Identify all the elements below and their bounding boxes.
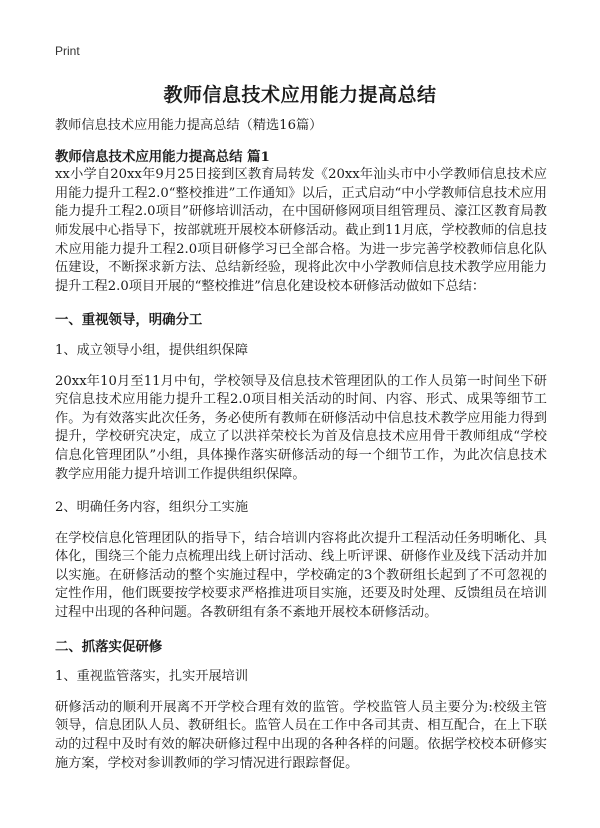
subsection-heading-2-1: 1、重视监管落实，扎实开展培训: [55, 669, 249, 685]
paragraph-1-1: 20xx年10月至11月中旬，学校领导及信息技术管理团队的工作人员第一时间坐下研究信息技术应用能力提升工程2.0项目相关活动的时间、内容、形式、成果等细节工作。为有效落实此次任务，务必使所有教师在研修活动中信息技术教学应用能力得到提升，学校研究决定，成立了以洪祥荣校长为首及信息技术应用骨干教师组成“学校信息化管理团队”小组，具体操作落实研修活动的每一个细节工作，为此次信息技术教学应用能力提升培训工作提供组织保障。: [55, 373, 547, 482]
document-title: 教师信息技术应用能力提高总结: [163, 84, 437, 106]
section-heading-1: 一、重视领导，明确分工: [55, 312, 203, 329]
document-subtitle: 教师信息技术应用能力提高总结（精选16篇）: [55, 118, 323, 133]
paragraph-1-2: 在学校信息化管理团队的指导下，结合培训内容将此次提升工程活动任务明晰化、具体化，围绕三个能力点梳理出线上研讨活动、线上听评课、研修作业及线下活动并加以实施。在研修活动的整个实施过程中，学校确定的3个教研组长起到了不可忽视的定性作用，他们既要按学校要求严格推进项目实施，还要及时处理、反馈组员在培训过程中出现的各种问题。各教研组有条不紊地开展校本研修活动。: [55, 530, 547, 621]
paragraph-2-1: 研修活动的顺利开展离不开学校合理有效的监管。学校监管人员主要分为:校级主管领导，信息团队人员、教研组长。监管人员在工作中各司其责、相互配合，在上下联动的过程中及时有效的解决研修过程中出现的各种各样的问题。依据学校校本研修实施方案，学校对参训教师的学习情况进行跟踪督促。: [55, 699, 547, 771]
intro-paragraph: xx小学自20xx年9月25日接到区教育局转发《20xx年汕头市中小学教师信息技术应用能力提升工程2.0“整校推进”工作通知》以后，正式启动“中小学教师信息技术应用能力提升工程2.0项目”研修培训活动，在中国研修网项目组管理员、濠江区教育局教师发展中心指导下，按部就班开展校本研修活动。截止到11月底，学校教师的信息技术应用能力提升工程2.0项目研修学习已全部合格。为进一步完善学校教师信息化队伍建设，不断探求新方法、总结新经验，现将此次中小学教师信息技术教学应用能力提升工程2.0项目开展的“整校推进”信息化建设校本研修活动做如下总结：: [55, 167, 547, 294]
document-body: [55, 117, 547, 788]
article-heading: 教师信息技术应用能力提高总结 篇1: [55, 148, 270, 165]
section-heading-2: 二、抓落实促研修: [55, 638, 163, 655]
print-link[interactable]: Print: [55, 44, 80, 58]
subsection-heading-1-1: 1、成立领导小组，提供组织保障: [55, 342, 249, 358]
subsection-heading-1-2: 2、明确任务内容，组织分工实施: [55, 500, 249, 516]
